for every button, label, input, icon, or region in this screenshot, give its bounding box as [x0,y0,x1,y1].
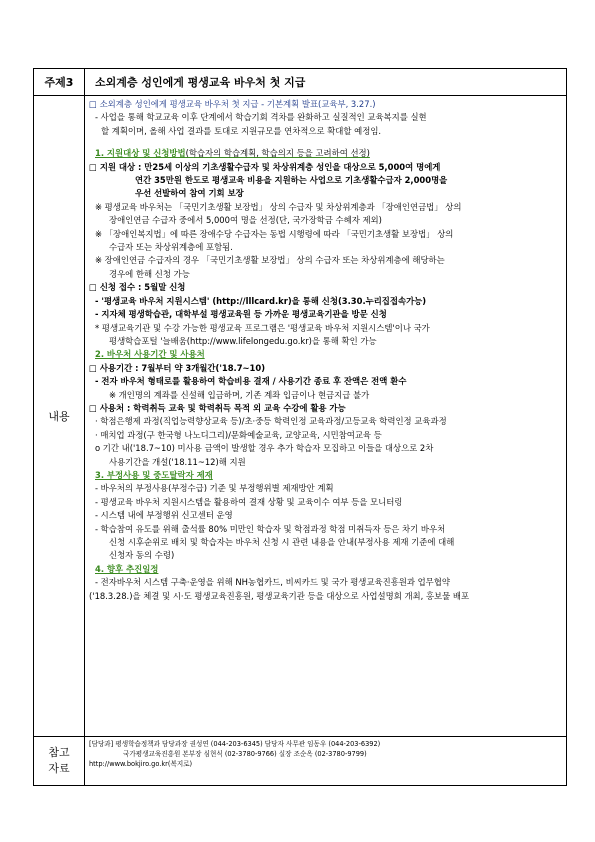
content-line-text: □ 지원 대상 : 만25세 이상의 기초생활수급자 및 차상위계층 성인을 대상으로 5,000여 명에게 [89,161,441,172]
content-line-text: - 학습참여 유도를 위해 출석률 80% 미만인 학습자 및 학점과정 학점 미취득자 등은 차기 바우처 [95,523,446,534]
reference-row [34,737,567,786]
content-line-text: · 학점은행제 과정(직업능력향상교육 등)/초·중등 학력인정 교육과정/고등교육 학력인정 교육과정 [95,416,447,427]
content-line [89,187,562,200]
content-line-text: 4. 향후 추진일정 [95,563,159,574]
content-line-text: ※ 장애인연금 수급자의 경우 「국민기초생활 보장법」 상의 수급자 또는 차상위계층에 해당하는 [95,255,445,266]
content-line [89,147,562,160]
content-lines [89,98,562,603]
reference-label-line-2: 자료 [48,762,70,775]
content-line-text: * 평생교육기관 및 수강 가능한 평생교육 프로그램은 '평생교육 바우처 지원시스템'이나 국가 [95,322,430,333]
content-line [89,415,562,428]
content-line-text: □ 사용기간 : 7월부터 약 3개월간('18.7~10) [89,362,266,373]
content-line [89,98,562,111]
content-line-text: o 기간 내('18.7~10) 미사용 금액이 발생할 경우 추가 학습자 모집하고 이들을 대상으로 2차 [95,443,434,454]
reference-line: 국가평생교육진흥원 본부장 심현식 (02-3780-9766) 실장 조순옥 (02-3780-9799) [123,750,367,759]
content-line-text: 장애인연금 수급자 중에서 5,000여 명을 선정(단, 국가장학금 수혜자 제외) [109,215,382,226]
content-line [89,456,562,469]
content-line [89,228,562,241]
content-line-text: □ 신청 접수 : 5월말 신청 [89,282,186,293]
content-line-text: - 시스템 내에 부정행위 신고센터 운영 [95,510,233,521]
content-line-text: 할 계획이며, 올해 사업 결과를 토대로 지원규모를 연차적으로 확대할 예정임. [101,125,382,136]
reference-line: [담당과] 평생학습정책과 담당과장 권성연 (044-203-6345) 담당자 사무관 임동우 (044-203-6392) [89,740,381,748]
content-line [89,496,562,509]
content-line-text: 신청 시후순위로 배치 및 학습자는 바우처 신청 시 관련 내용을 안내(부정사용 제재 기준에 대해 [109,537,455,547]
content-line [89,322,562,335]
content-line [89,201,562,214]
content-line [89,576,562,589]
content-line-text: 신청자 동의 수령) [109,550,175,561]
content-line [89,389,562,402]
content-line-text: □ 소외계층 성인에게 평생교육 바우처 첫 지급 - 기본계획 발표(교육부, 3.27.) [89,99,376,109]
content-row [34,96,567,737]
reference-line: http://www.bokjiro.go.kr(복지로) [89,760,193,769]
content-line-text: 2. 바우처 사용기간 및 사용처 [95,349,205,360]
content-line-text: - 전자바우처 시스템 구축·운영을 위해 NH농협카드, 비씨카드 및 국가 평생교육진흥원과 업무협약 [95,577,450,588]
content-line-text: 경우에 한해 신청 가능 [109,268,190,279]
content-line [89,308,562,321]
content-line-text: 연간 35만원 한도로 평생교육 비용을 지원하는 사업으로 기초생활수급자 2,000명을 [135,175,448,186]
content-line [89,335,562,348]
content-line [89,161,562,174]
document [33,68,567,786]
content-line-text: 평생학습포털 '늘배움(http://www.lifelongedu.go.kr)을 통해 확인 가능 [109,335,377,346]
content-line-text: ※ 평생교육 바우처는 「국민기초생활 보장법」 상의 수급자 및 차상위계층과 「장애인연금법」 상의 [95,201,462,212]
content-line-text: 우선 선발하여 참여 기회 보장 [135,188,244,199]
content-line [89,111,562,124]
topic-title: 소외계층 성인에게 평생교육 바우처 첫 지급 [85,69,567,96]
content-line [89,429,562,442]
content-line-text: ※ 「장애인복지법」에 따른 장애수당 수급자는 동법 시행령에 따라 「국민기초생활 보장법」 상의 [95,228,454,239]
content-body [85,96,567,737]
content-line [89,362,562,375]
content-line-text: - 평생교육 바우처 지원시스템을 활용하여 결재 상황 및 교육이수 여부 등을 모니터링 [95,496,403,507]
content-line-text: - '평생교육 바우처 지원시스템' (http://lllcard.kr)을 통해 신청(3.30.누리집접속가능) [95,295,427,306]
content-line [89,549,562,562]
content-line-text: 사용기간을 개설('18.11~12)해 지원 [109,456,246,467]
content-line-text: 3. 부정사용 및 중도탈락자 제재 [95,469,213,480]
content-line [89,241,562,254]
content-line [89,442,562,455]
content-line [89,469,562,482]
content-line [89,482,562,495]
topic-label: 주제3 [34,69,85,96]
content-line [89,536,562,549]
content-line [89,509,562,522]
title-row [34,69,567,96]
topic-table [33,68,567,786]
content-line-text: - 지자체 평생학습관, 대학부설 평생교육원 등 가까운 평생교육기관을 방문 신청 [95,309,387,320]
reference-label [34,737,85,786]
content-line-text: ('18.3.28.)을 체결 및 시·도 평생교육진흥원, 평생교육기관 등을 대상으로 사업설명회 개최, 홍보물 배포 [89,590,470,601]
reference-label-line-1: 참고 [48,746,70,759]
reference-body [85,737,567,786]
content-line [89,281,562,294]
content-line-text: 수급자 또는 차상위계층에 포함됨. [109,242,233,253]
content-line [89,563,562,576]
content-line [89,590,562,603]
content-line [89,523,562,536]
content-line [89,125,562,138]
content-line-note: (학습자의 학습계획, 학습의지 등을 고려하여 선정) [185,148,370,159]
content-line [89,348,562,361]
content-line-text: - 바우처의 부정사용(부정수급) 기준 및 부정행위별 제재방안 계획 [95,483,334,494]
content-line-text: - 사업을 통해 학교교육 이후 단계에서 학습기회 격차를 완화하고 실질적인 교육복지를 실현 [95,112,427,123]
content-line-text: 1. 지원대상 및 신청방법 [95,148,186,159]
content-line [89,254,562,267]
content-line [89,174,562,187]
content-line [89,214,562,227]
content-line-text: ※ 개인명의 계좌를 신설해 입금하며, 기존 계좌 입금이나 현금지급 불가 [109,389,370,400]
spacer [89,138,562,147]
content-line [89,295,562,308]
content-line [89,268,562,281]
content-line-text: - 전자 바우처 형태로를 활용하여 학습비용 결재 / 사용기간 종료 후 잔액은 전액 환수 [95,376,407,387]
content-label: 내용 [34,96,85,737]
content-line [89,375,562,388]
content-line-text: □ 사용처 : 학력취득 교육 및 학력취득 목적 외 교육 수강에 활용 가능 [89,402,346,413]
content-line [89,402,562,415]
content-line-text: · 매치업 과정(구 한국형 나노디그리)/문화예술교육, 교양교육, 시민참여교육 등 [95,429,382,440]
